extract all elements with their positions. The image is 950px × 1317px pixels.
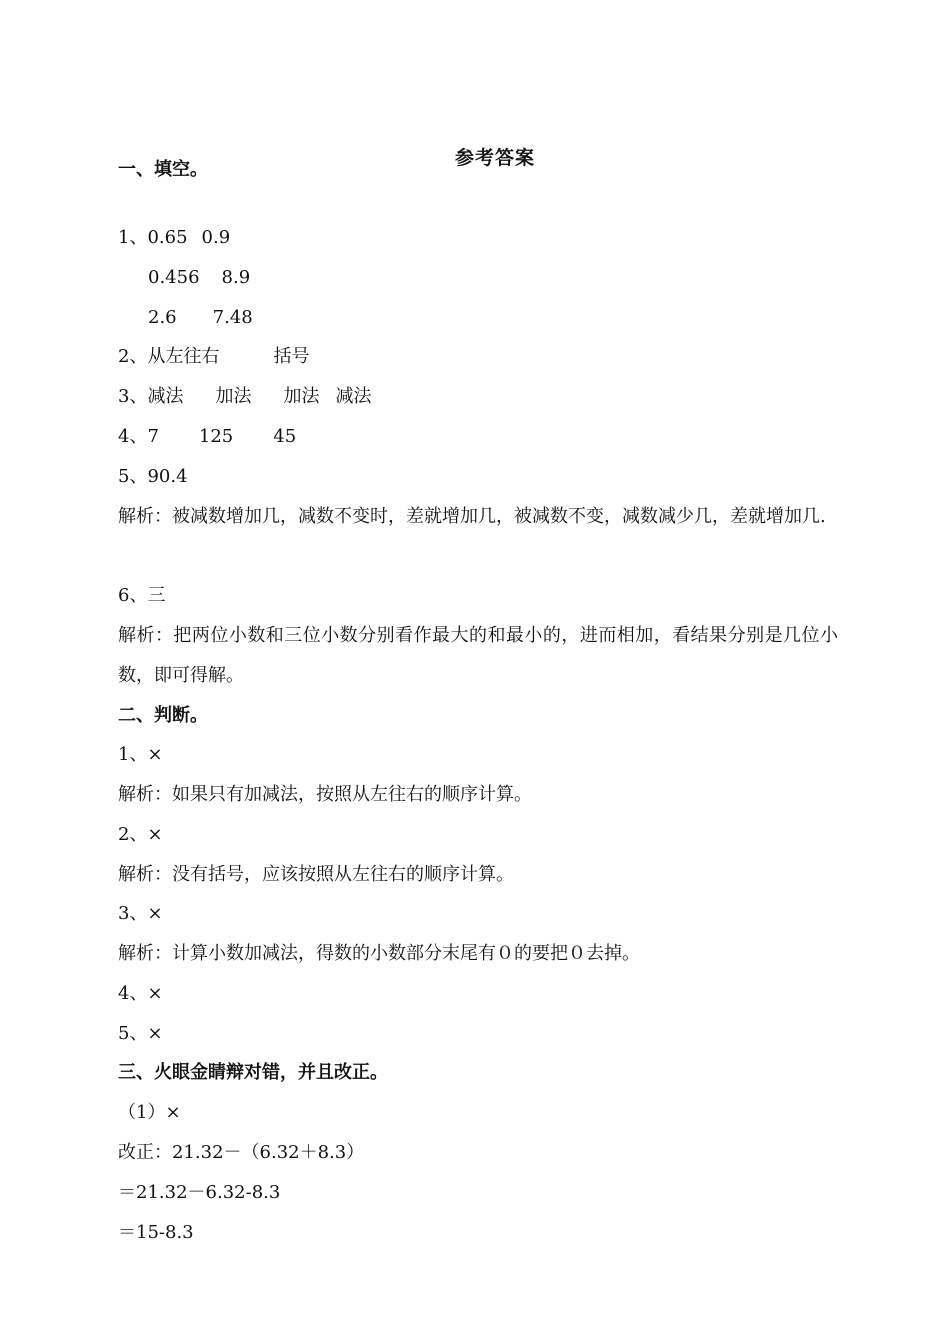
- judge-answer-2: 2、×: [118, 824, 163, 845]
- correction-step-1: ＝21.32－6.32-8.3: [118, 1182, 281, 1203]
- answer-text: 3、减法: [118, 386, 184, 407]
- judge-analysis-2: 解析：没有括号，应该按照从左往右的顺序计算。: [118, 864, 514, 885]
- answer-line-3: [118, 383, 371, 411]
- answer-text: 1、0.65: [118, 227, 188, 248]
- answer-text: 7.48: [212, 307, 253, 328]
- answer-line-6: 6、三: [118, 585, 166, 606]
- section-heading-correct: 三、火眼金睛辩对错，并且改正。: [118, 1062, 388, 1083]
- answer-text: 0.9: [201, 227, 231, 248]
- analysis-6: 解析：把两位小数和三位小数分别看作最大的和最小的，进而相加，看结果分别是几位小数，即可得解。: [118, 625, 838, 686]
- answer-text: 2.6: [148, 307, 177, 328]
- answer-text: 加法: [215, 386, 252, 407]
- answer-line-1c: [148, 304, 253, 332]
- correction-step-2: ＝15-8.3: [118, 1222, 194, 1243]
- correction-line: 改正：21.32－（6.32＋8.3）: [118, 1142, 365, 1163]
- judge-answer-1: 1、×: [118, 744, 163, 765]
- answer-text: 45: [273, 426, 297, 447]
- page-title: 参考答案: [454, 147, 535, 169]
- judge-answer-5: 5、×: [118, 1023, 163, 1044]
- answer-text: 125: [198, 426, 234, 447]
- answer-text: 括号: [273, 346, 310, 367]
- answer-text: 减法: [335, 386, 372, 407]
- answer-line-2: [118, 343, 309, 371]
- judge-answer-3: 3、×: [118, 903, 163, 924]
- answer-line-1b: [148, 264, 250, 292]
- answer-line-1: [118, 224, 230, 252]
- section-heading-judge: 二、判断。: [118, 705, 208, 726]
- judge-analysis-3: 解析：计算小数加减法，得数的小数部分末尾有０的要把０去掉。: [118, 943, 640, 964]
- answer-text: 0.456: [148, 267, 200, 288]
- answer-text: 加法: [283, 386, 320, 407]
- answer-text: 4、7: [118, 426, 159, 447]
- section-heading-fill-blanks: 一、填空。: [118, 159, 208, 180]
- correct-answer-1: （1）×: [118, 1102, 181, 1123]
- analysis-5: 解析：被减数增加几，减数不变时，差就增加几，被减数不变，减数减少几，差就增加几.: [118, 506, 826, 527]
- answer-text: 8.9: [221, 267, 251, 288]
- answer-text: 2、从左往右: [118, 346, 220, 367]
- judge-analysis-1: 解析：如果只有加减法，按照从左往右的顺序计算。: [118, 784, 532, 805]
- answer-line-4: [118, 423, 296, 451]
- judge-answer-4: 4、×: [118, 983, 163, 1004]
- answer-line-5: 5、90.4: [118, 466, 188, 487]
